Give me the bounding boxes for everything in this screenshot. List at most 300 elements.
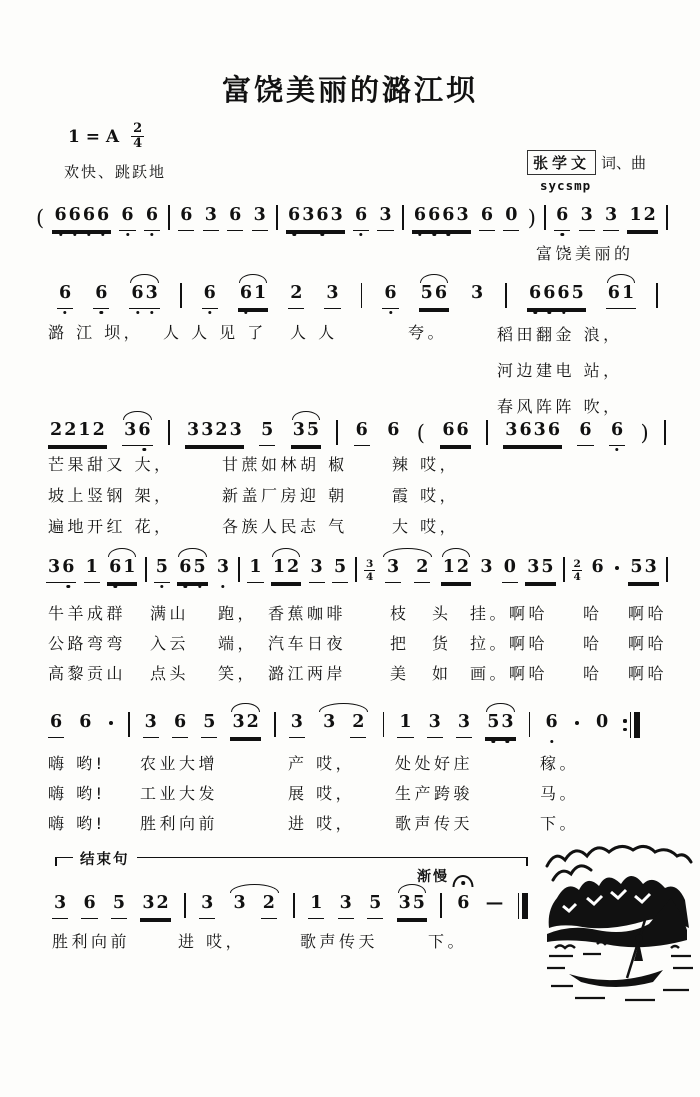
note-digit: 1 xyxy=(629,205,642,225)
note-digit: 6 xyxy=(79,712,92,732)
note xyxy=(288,283,304,309)
lyric-text: 跑， xyxy=(218,604,258,623)
note-digit: 3 xyxy=(339,893,352,913)
barline xyxy=(666,205,668,230)
augmentation-dot xyxy=(615,566,619,570)
barline xyxy=(666,557,668,582)
note xyxy=(93,283,109,309)
note-digit: 6 xyxy=(434,283,447,303)
note xyxy=(309,557,325,583)
note-digit: 1 xyxy=(272,557,286,577)
lyric-text: 甘蔗如林胡 椒 xyxy=(222,455,348,474)
note-digit: 5 xyxy=(261,420,274,440)
note xyxy=(119,205,135,231)
note-digit: 6 xyxy=(355,420,368,440)
note xyxy=(291,420,321,446)
note-digit: 3 xyxy=(501,712,514,732)
lyric-text: 点头 xyxy=(150,664,190,683)
music-line xyxy=(48,712,640,738)
barline xyxy=(184,893,186,918)
note-digit: 3 xyxy=(232,712,245,732)
note-digit: 5 xyxy=(630,557,643,577)
note xyxy=(107,557,137,583)
note xyxy=(48,712,64,738)
note-digit: 6 xyxy=(173,712,187,732)
note-digit: 2 xyxy=(416,557,429,577)
note xyxy=(202,283,218,309)
note-digit: 6 xyxy=(556,205,569,225)
note-digit: 5 xyxy=(112,893,126,913)
lyric-text: 拉。啊哈 xyxy=(470,634,549,653)
note xyxy=(606,283,636,309)
note-digit: 3 xyxy=(144,712,157,732)
lyric-text: 产 哎， xyxy=(288,754,356,773)
barline xyxy=(529,712,531,737)
note-digit: 6 xyxy=(384,283,397,303)
lyric-text: 公路弯弯 xyxy=(48,634,127,653)
parenthesis: ( xyxy=(416,421,425,445)
lyric-text: 遍地开红 花， xyxy=(48,517,174,536)
note-digit: 3 xyxy=(326,283,339,303)
note-digit: 3 xyxy=(605,205,618,225)
note xyxy=(81,893,97,919)
tempo-marking: 欢快、跳跃地 xyxy=(64,163,167,181)
repeat-end-barline xyxy=(623,712,639,738)
lyric-text: 辣 哎， xyxy=(392,455,460,474)
lyric-text: 大 哎， xyxy=(392,517,460,536)
lyric-text: 下。 xyxy=(540,814,580,833)
note xyxy=(419,283,449,309)
note xyxy=(232,893,248,919)
note-digit: 6 xyxy=(547,420,561,440)
note-digit: 3 xyxy=(201,420,214,440)
note xyxy=(485,712,515,738)
note xyxy=(259,420,275,446)
note-digit: 2 xyxy=(246,712,259,732)
final-barline xyxy=(518,893,528,919)
meter-numerator: 2 xyxy=(133,121,143,136)
note xyxy=(48,420,107,446)
note xyxy=(321,712,337,738)
note-digit: 0 xyxy=(503,557,516,577)
note-digit: 6 xyxy=(239,283,252,303)
note xyxy=(144,205,160,231)
time-signature-change xyxy=(364,558,374,583)
slur-group xyxy=(382,557,433,583)
parenthesis: ( xyxy=(36,206,45,230)
note xyxy=(271,557,301,583)
note xyxy=(627,205,657,231)
note-digit: 3 xyxy=(457,712,471,732)
meter-denominator: 4 xyxy=(365,571,374,584)
note-digit: 3 xyxy=(142,893,155,913)
note-digit: 3 xyxy=(310,557,323,577)
music-line xyxy=(48,420,666,446)
lyric-text: 笑， xyxy=(218,664,258,683)
barline xyxy=(293,893,295,918)
lyric-text: 马。 xyxy=(540,784,580,803)
note-digit: 6 xyxy=(557,283,570,303)
lyric-text: 嗨 哟! xyxy=(48,814,106,833)
note-digit: 2 xyxy=(50,420,63,440)
note-digit: 3 xyxy=(505,420,518,440)
barline xyxy=(505,283,507,308)
note xyxy=(427,712,443,738)
note-digit: 6 xyxy=(83,893,96,913)
note xyxy=(628,557,658,583)
note-digit: 3 xyxy=(302,205,315,225)
barline xyxy=(563,557,565,582)
music-line xyxy=(36,205,668,231)
note-digit: 6 xyxy=(456,420,469,440)
note xyxy=(440,420,470,446)
note xyxy=(609,420,625,446)
lyric-text: 富饶美丽的 xyxy=(536,244,634,263)
note-digit: 6 xyxy=(545,712,558,732)
note-digit: 2 xyxy=(215,420,228,440)
note xyxy=(554,205,570,231)
note-digit: 6 xyxy=(179,557,192,577)
note-digit: 3 xyxy=(187,420,200,440)
note-digit: 5 xyxy=(306,420,320,440)
note-digit: 1 xyxy=(442,557,455,577)
note-digit: 3 xyxy=(124,420,137,440)
note-digit: 3 xyxy=(398,893,411,913)
time-signature-change xyxy=(572,558,582,583)
note xyxy=(140,893,170,919)
lyric-text: 芒果甜又 大， xyxy=(48,455,174,474)
note-digit: 3 xyxy=(323,712,336,732)
lyric-text: 端， xyxy=(218,634,258,653)
note xyxy=(252,205,268,231)
lyric-text: 潞江两岸 xyxy=(268,664,347,683)
lyric-text: 进 哎， xyxy=(288,814,356,833)
note xyxy=(397,712,413,738)
note xyxy=(129,283,159,309)
note xyxy=(227,205,243,231)
note-digit: 3 xyxy=(533,420,546,440)
note-digit: 6 xyxy=(428,205,441,225)
note xyxy=(52,893,68,919)
note-digit: 6 xyxy=(457,893,470,913)
lyric-text: 稻田翻金 浪， xyxy=(497,325,623,344)
note xyxy=(324,283,340,309)
barline xyxy=(128,712,130,737)
note xyxy=(525,557,555,583)
note-digit: 6 xyxy=(138,420,151,440)
barline xyxy=(355,557,357,582)
note-digit: 6 xyxy=(543,283,556,303)
note-digit: 6 xyxy=(442,205,455,225)
note xyxy=(414,557,430,583)
key-signature xyxy=(68,122,144,152)
lyric-text: 入云 xyxy=(150,634,190,653)
note-with-fermata xyxy=(455,893,471,918)
music-line xyxy=(57,283,658,309)
lyric-text: 新盖厂房迎 朝 xyxy=(222,486,348,505)
barline xyxy=(361,283,363,308)
barline xyxy=(664,420,666,445)
barline xyxy=(238,557,240,582)
lyric-text: 枝 xyxy=(390,604,410,623)
note xyxy=(122,420,152,446)
note-digit: 3 xyxy=(216,557,230,577)
note-digit: 6 xyxy=(355,205,368,225)
note-digit: 1 xyxy=(254,283,267,303)
note-digit: 6 xyxy=(442,420,455,440)
meter-denominator: 4 xyxy=(133,136,143,152)
note xyxy=(46,557,76,583)
note xyxy=(527,283,586,309)
barline xyxy=(383,712,385,737)
note-digit: 6 xyxy=(145,205,159,225)
note-digit: 2 xyxy=(262,893,275,913)
note-digit: 6 xyxy=(82,205,95,225)
lyric-text: 夸。 xyxy=(408,323,448,342)
note-digit: 3 xyxy=(201,893,214,913)
lyric-text: 春风阵阵 吹， xyxy=(497,397,623,416)
lyric-text: 啊哈 xyxy=(628,664,668,683)
meter-numerator: 2 xyxy=(573,558,581,570)
lyric-text: 把 xyxy=(390,634,410,653)
note xyxy=(230,712,260,738)
note xyxy=(350,712,366,738)
note xyxy=(201,712,217,738)
note-digit: 3 xyxy=(379,205,392,225)
slur-group xyxy=(318,712,369,738)
note-digit: 6 xyxy=(180,205,193,225)
note-digit: 6 xyxy=(413,205,427,225)
note xyxy=(456,712,472,738)
note-digit: 3 xyxy=(456,205,469,225)
note xyxy=(577,420,593,446)
note xyxy=(503,420,562,446)
note-digit: 3 xyxy=(48,557,61,577)
note xyxy=(377,205,393,231)
note xyxy=(579,205,595,231)
note-digit: 3 xyxy=(428,712,441,732)
note-digit: 6 xyxy=(529,283,542,303)
note-digit: 3 xyxy=(471,283,484,303)
note xyxy=(478,557,494,582)
lyric-text: 货 xyxy=(432,634,452,653)
note xyxy=(385,557,401,583)
barline xyxy=(656,283,658,308)
note-digit: 1 xyxy=(310,893,323,913)
note xyxy=(367,893,383,919)
lyric-text: 稼。 xyxy=(540,754,580,773)
parenthesis: ) xyxy=(527,206,536,230)
note-digit: 6 xyxy=(579,420,592,440)
lyric-text: 美 xyxy=(390,664,410,683)
note-digit: 3 xyxy=(644,557,657,577)
key-text: 1 = A xyxy=(68,126,120,147)
note-digit: 6 xyxy=(97,205,110,225)
note-digit: 6 xyxy=(610,420,624,440)
barline xyxy=(402,205,404,230)
note xyxy=(502,557,518,583)
note-digit: 2 xyxy=(92,420,105,440)
note-digit: 3 xyxy=(330,205,343,225)
note xyxy=(385,420,401,445)
note-digit: 3 xyxy=(233,893,246,913)
note-digit: 2 xyxy=(352,712,365,732)
note-digit: 3 xyxy=(387,557,400,577)
note xyxy=(178,205,194,231)
note-digit: 3 xyxy=(480,557,493,577)
lyric-text: 哈 xyxy=(583,664,603,683)
note-digit: 6 xyxy=(607,283,620,303)
note-digit: 6 xyxy=(54,205,67,225)
lyric-text: 满山 xyxy=(150,604,190,623)
lyric-text: 挂。啊哈 xyxy=(470,604,549,623)
note-digit: 5 xyxy=(203,712,216,732)
lyric-text: 牛羊成群 xyxy=(48,604,127,623)
credit xyxy=(527,150,646,175)
barline xyxy=(276,205,278,230)
note xyxy=(111,893,127,919)
augmentation-dot xyxy=(109,721,113,725)
note-digit: 3 xyxy=(145,283,158,303)
lyric-text: 嗨 哟! xyxy=(48,784,106,803)
note-digit: 5 xyxy=(541,557,554,577)
lyric-text: 霞 哎， xyxy=(392,486,460,505)
note-digit: 2 xyxy=(64,420,77,440)
note-digit: 5 xyxy=(193,557,206,577)
note xyxy=(338,893,354,919)
lyric-text: 坡上竖钢 架， xyxy=(48,486,174,505)
note-digit: 2 xyxy=(156,893,169,913)
barline xyxy=(336,420,338,445)
note-digit: 3 xyxy=(580,205,593,225)
lyric-text: 人 人 见 了 xyxy=(163,323,267,342)
note-digit: 6 xyxy=(68,205,81,225)
note-digit: 6 xyxy=(131,283,144,303)
note-digit: 5 xyxy=(155,557,168,577)
lyric-text: 汽车日夜 xyxy=(268,634,347,653)
note-digit: 6 xyxy=(203,283,216,303)
note-digit: 5 xyxy=(571,283,584,303)
note xyxy=(77,712,93,737)
note-digit: 2 xyxy=(643,205,656,225)
note-digit: 5 xyxy=(420,283,433,303)
ritardando-marking: 渐慢 xyxy=(417,869,449,885)
lyric-text: 工业大发 xyxy=(140,784,219,803)
note xyxy=(238,283,268,309)
lyric-text: 展 哎， xyxy=(288,784,356,803)
note-digit: 6 xyxy=(121,205,134,225)
note xyxy=(382,283,398,309)
note xyxy=(503,205,519,231)
note xyxy=(203,205,219,231)
note-digit: 3 xyxy=(229,420,242,440)
note-digit: 0 xyxy=(596,712,609,732)
lyric-text: 如 xyxy=(432,664,452,683)
note-digit: 5 xyxy=(487,712,500,732)
note-digit: 1 xyxy=(399,712,412,732)
note xyxy=(247,557,263,583)
note-digit: 0 xyxy=(505,205,518,225)
note-digit: 1 xyxy=(621,283,635,303)
note-digit: 6 xyxy=(387,420,400,440)
note xyxy=(590,557,606,582)
lyric-text: 胜利向前 xyxy=(140,814,219,833)
music-line xyxy=(46,557,668,583)
note-digit: 5 xyxy=(412,893,425,913)
meter-denominator: 4 xyxy=(573,571,581,584)
note-digit: 2 xyxy=(456,557,470,577)
note xyxy=(594,712,610,737)
note-digit: 6 xyxy=(95,283,108,303)
lyric-text: 啊哈 xyxy=(628,634,668,653)
note xyxy=(185,420,244,446)
note xyxy=(57,283,73,309)
note-digit: 5 xyxy=(369,893,382,913)
note-digit: 6 xyxy=(316,205,329,225)
note-digit: 6 xyxy=(50,712,63,732)
meter-numerator: 3 xyxy=(365,558,374,570)
note-digit: 3 xyxy=(292,420,305,440)
note xyxy=(52,205,111,231)
lyric-text: 进 哎， xyxy=(178,932,246,951)
lyric-text: 高黎贡山 xyxy=(48,664,127,683)
lyric-text: 头 xyxy=(432,604,452,623)
lyric-text: 人 人 xyxy=(290,323,338,342)
note-digit: 3 xyxy=(527,557,540,577)
duration-dash: — xyxy=(485,893,504,913)
note-digit: 6 xyxy=(229,205,242,225)
note xyxy=(261,893,277,919)
note-digit: 6 xyxy=(519,420,532,440)
lyric-text: 哈 xyxy=(583,604,603,623)
credit-subtext: sycsmp xyxy=(540,178,592,193)
note-digit: 6 xyxy=(59,283,72,303)
note-digit: 1 xyxy=(249,557,262,577)
thin-bar xyxy=(518,893,520,919)
barline xyxy=(486,420,488,445)
note-digit: 6 xyxy=(480,205,494,225)
lyric-text: 歌声传天 xyxy=(300,932,379,951)
lyric-text: 河边建电 站， xyxy=(497,361,623,380)
repeat-dots xyxy=(623,719,626,730)
note-digit: 5 xyxy=(333,557,347,577)
note-digit: 3 xyxy=(204,205,217,225)
note xyxy=(84,557,100,583)
note-digit: 1 xyxy=(123,557,136,577)
barline xyxy=(180,283,182,308)
note xyxy=(289,712,305,738)
note xyxy=(199,893,215,919)
note xyxy=(479,205,495,231)
composer-name: 张学文 xyxy=(527,150,596,175)
note xyxy=(469,283,485,308)
lyric-text: 潞 江 坝， xyxy=(48,323,144,342)
lyric-text: 各族人民志 气 xyxy=(222,517,348,536)
lyric-text: 下。 xyxy=(428,932,468,951)
note-digit: 6 xyxy=(109,557,122,577)
thick-bar xyxy=(634,712,640,738)
lyric-text: 哈 xyxy=(583,634,603,653)
barline xyxy=(168,420,170,445)
slur-group xyxy=(229,893,280,919)
composer-role: 词、曲 xyxy=(601,154,647,172)
note xyxy=(177,557,207,583)
lyric-text: 农业大增 xyxy=(140,754,219,773)
mountains-river-boatman-illustration xyxy=(543,836,695,1004)
barline xyxy=(440,893,442,918)
note-digit: 1 xyxy=(78,420,91,440)
music-line xyxy=(52,893,528,919)
